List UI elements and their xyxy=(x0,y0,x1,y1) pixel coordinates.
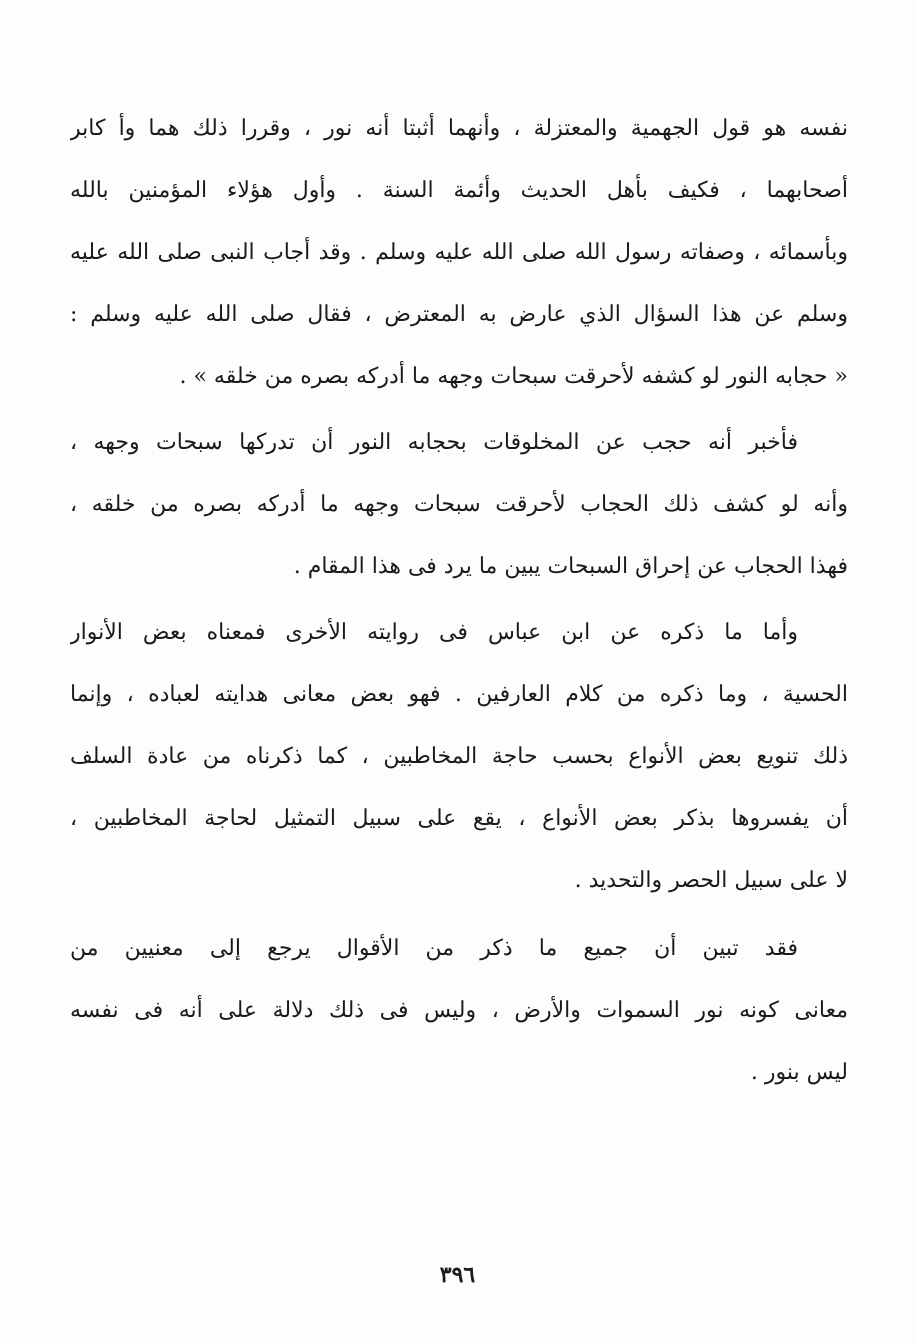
paragraph-line: ليس بنور . xyxy=(750,1060,848,1085)
paragraph-line: فأخبر أنه حجب عن المخلوقات بحجابه النور أن تدركها سبحات وجهه ، xyxy=(70,430,798,455)
paragraph-line: وسلم عن هذا السؤال الذي عارض به المعترض ، فقال صلى الله عليه وسلم : xyxy=(70,302,848,327)
paragraph-1 xyxy=(70,98,848,408)
paragraph-line: أصحابهما ، فكيف بأهل الحديث وأئمة السنة . وأول هؤلاء المؤمنين بالله xyxy=(70,178,848,203)
paragraph-line: لا على سبيل الحصر والتحديد . xyxy=(574,868,848,893)
paragraph-line: فقد تبين أن جميع ما ذكر من الأقوال يرجع إلى معنيين من xyxy=(70,936,798,961)
paragraph-line: ذلك تنويع بعض الأنواع بحسب حاجة المخاطبين ، كما ذكرناه من عادة السلف xyxy=(70,744,848,769)
paragraph-line: نفسه هو قول الجهمية والمعتزلة ، وأنهما أثبتا أنه نور ، وقررا ذلك هما وأ كابر xyxy=(70,116,848,141)
paragraph-line: معانى كونه نور السموات والأرض ، وليس فى ذلك دلالة على أنه فى نفسه xyxy=(70,998,848,1023)
paragraph-line: الحسية ، وما ذكره من كلام العارفين . فهو بعض معانى هدايته لعباده ، وإنما xyxy=(70,682,848,707)
paragraph-line: وأنه لو كشف ذلك الحجاب لأحرقت سبحات وجهه ما أدركه بصره من خلقه ، xyxy=(70,492,848,517)
paragraph-line: وبأسمائه ، وصفاته رسول الله صلى الله عليه وسلم . وقد أجاب النبى صلى الله عليه xyxy=(70,240,848,265)
page-number: ٣٩٦ xyxy=(439,1262,476,1288)
paragraph-3 xyxy=(70,602,848,912)
paragraph-line: أن يفسروها بذكر بعض الأنواع ، يقع على سبيل التمثيل لحاجة المخاطبين ، xyxy=(70,806,848,831)
paragraph-line: « حجابه النور لو كشفه لأحرقت سبحات وجهه ما أدركه بصره من خلقه » . xyxy=(179,364,848,389)
paragraph-line: وأما ما ذكره عن ابن عباس فى روايته الأخرى فمعناه بعض الأنوار xyxy=(70,620,798,645)
paragraph-2 xyxy=(70,412,848,598)
paragraph-4 xyxy=(70,918,848,1104)
paragraph-line: فهذا الحجاب عن إحراق السبحات يبين ما يرد فى هذا المقام . xyxy=(293,554,848,579)
